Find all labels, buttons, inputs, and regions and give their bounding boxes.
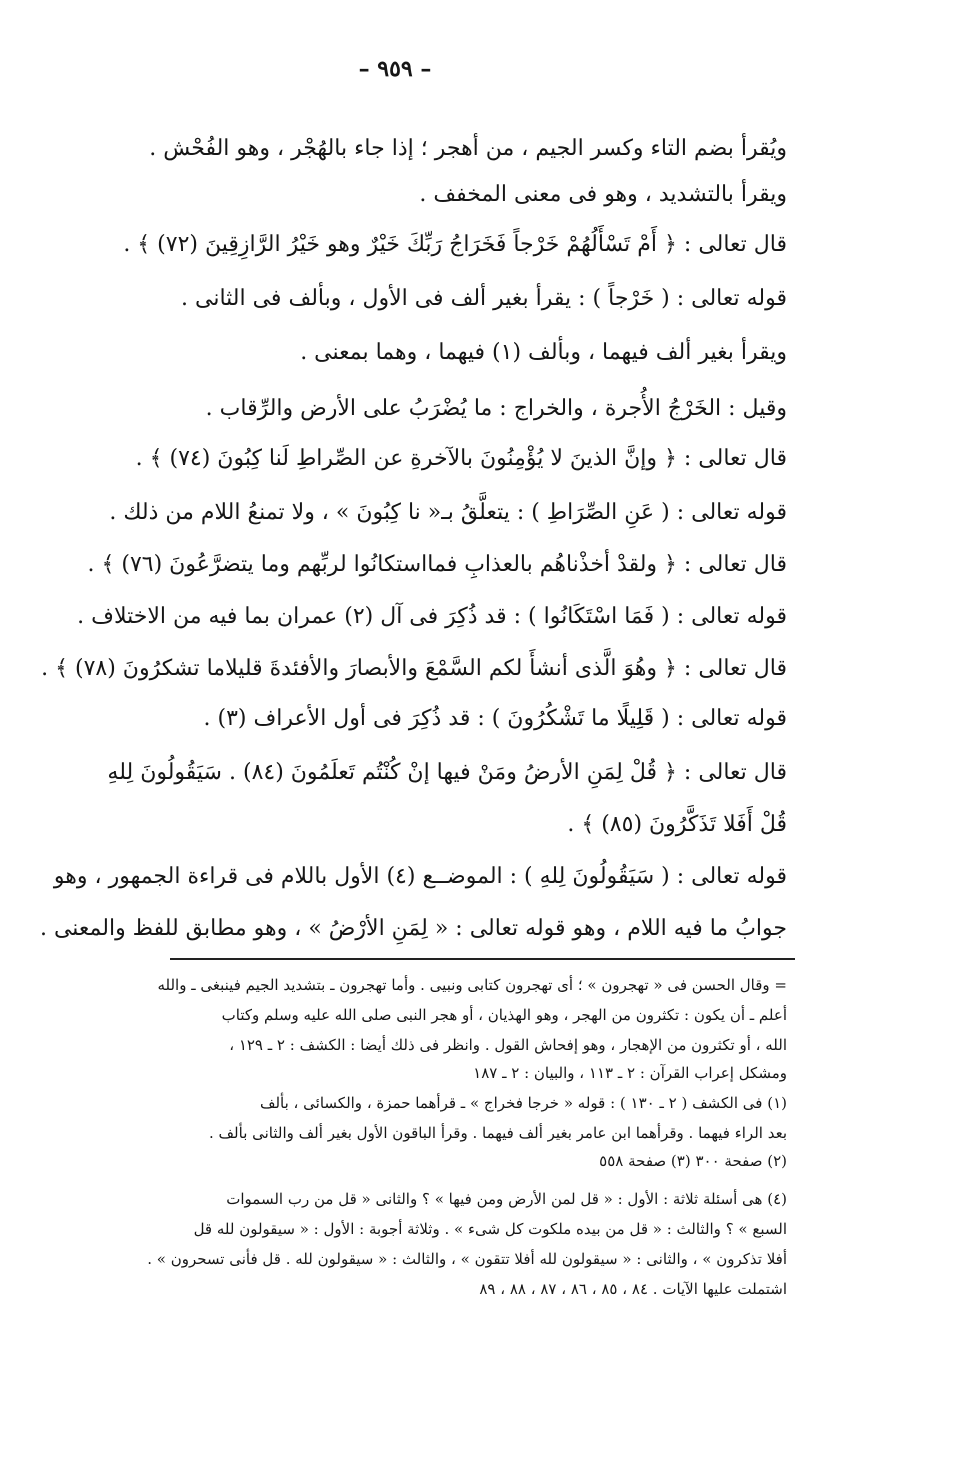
footnote-line: أعلم ـ أن يكون : تكثرون من الهجر ، وهو الهذيان ، أو هجر النبى صلى الله عليه وسلم وكتاب bbox=[221, 1006, 787, 1024]
text-line: ويقرأ بالتشديد ، وهو فى معنى المخفف . bbox=[419, 182, 787, 207]
text-line: ويُقرأ بضم التاء وكسر الجيم ، من أهجر ؛ إذا جاء بالهُجْر ، وهو الفُحْش . bbox=[149, 136, 787, 161]
footnote-line: بعد الراء فيهما . وقرأهما ابن عامر بغير ألف فيهما . وقرأ الباقون الأول بغير ألف والثانى بألف . bbox=[208, 1124, 787, 1142]
verse-line: قال تعالى : ﴿ ولقدْ أخذْناهُم بالعذابِ فمااستكانُوا لربِّهم وما يتضرَّعُونَ (٧٦) ﴾ . bbox=[87, 552, 787, 577]
footnote-line: اشتملت عليها الآيات . ٨٤ ، ٨٥ ، ٨٦ ، ٨٧ ، ٨٨ ، ٨٩ bbox=[479, 1280, 787, 1298]
footnote-line: الله ، أو تكثرون من الإهجار ، وهو إفحاش القول . وانظر فى ذلك أيضا : الكشف : ٢ ـ ١٢٩ ، bbox=[229, 1036, 787, 1054]
footnote-line: (٤) هى أسئلة ثلاثة : الأول : « قل لمن الأرض ومن فيها » ؟ والثانى « قل من رب السموات bbox=[226, 1190, 787, 1208]
footnote-line: = وقال الحسن فى « تهجرون » ؛ أى تهجرون كتابى ونبيى . وأما تهجرون ـ بتشديد الجيم فينبغى ـ والله bbox=[157, 976, 787, 994]
page-number: – ٩٥٩ – bbox=[358, 56, 432, 82]
text-line: قوله تعالى : ( قَلِيلًا ما تَشْكُرُونَ ) : قد ذُكِرَ فى أول الأعراف (٣) . bbox=[203, 706, 787, 731]
text-line: قوله تعالى : ( عَنِ الصِّرَاطِ ) : يتعلَّقُ بـ« نا كِبُونَ » ، ولا تمنعُ اللام من ذلك . bbox=[109, 500, 787, 525]
text-line: قوله تعالى : ( فَمَا اسْتَكَانُوا ) : قد ذُكِرَ فى آل (٢) عمران بما فيه من الاختلاف . bbox=[77, 604, 787, 629]
text-line: قوله تعالى : ( سَيَقُولُونَ لِلهِ ) : الموضــع (٤) الأول باللام فى قراءة الجمهور ، وهو bbox=[53, 864, 787, 889]
text-line: جوابُ ما فيه اللام ، وهو قوله تعالى : « لِمَنِ الأرْضُ » ، وهو مطابق للفظ والمعنى . bbox=[39, 916, 787, 941]
footnote-line: ومشكل إعراب القرآن : ٢ ـ ١١٣ ، والبيان : ٢ ـ ١٨٧ bbox=[473, 1064, 787, 1082]
verse-line: قال تعالى : ﴿ قُلْ لِمَنِ الأرضُ ومَنْ فيها إنْ كُنْتُم تَعلَمُونَ (٨٤) . سَيَقُولُونَ لِلهِ bbox=[107, 760, 787, 785]
verse-line: قُلْ أَفَلا تَذَكَّرُونَ (٨٥) ﴾ . bbox=[567, 812, 787, 837]
verse-line: قال تعالى : ﴿ أَمْ تَسْأَلُهُمْ خَرْجاً فَخَرَاجُ رَبِّكَ خَيْرٌ وهو خَيْرُ الرَّازِقِينَ (٧٢) ﴾ . bbox=[123, 232, 787, 257]
text-line: وقيل : الخَرْجُ الأُجرة ، والخراج : ما يُضْرَبُ على الأرض والرِّقاب . bbox=[205, 396, 787, 421]
footnote-line: السبع » ؟ والثالث : « قل من بيده ملكوت كل شىء » . وثلاثة أجوبة : الأول : « سيقولون لله قل bbox=[193, 1220, 787, 1238]
footnote-line: (٢) صفحة ٣٠٠ (٣) صفحة ٥٥٨ bbox=[599, 1152, 787, 1170]
footnote-line: أفلا تذكرون » ، والثانى : « سيقولون لله أفلا تتقون » ، والثالث : « سيقولون لله . قل فأنى تسحرون » . bbox=[147, 1250, 787, 1268]
footnote-divider bbox=[170, 958, 795, 960]
text-line: ويقرأ بغير ألف فيهما ، وبألف (١) فيهما ، وهما بمعنى . bbox=[300, 340, 787, 365]
text-line: قوله تعالى : ( خَرْجاً ) : يقرأ بغير ألف فى الأول ، وبألف فى الثانى . bbox=[181, 286, 787, 311]
verse-line: قال تعالى : ﴿ وهُوَ الَّذى أنشأَ لكم السَّمْعَ والأبصارَ والأفئدةَ قليلاما تشكرُونَ (٧٨) ﴾ . bbox=[41, 656, 787, 681]
footnote-line: (١) فى الكشف ( ٢ ـ ١٣٠ ) : قوله « خرجا فخراج » ـ قرأهما حمزة ، والكسائى ، بألف bbox=[259, 1094, 787, 1112]
verse-line: قال تعالى : ﴿ وإنَّ الذينَ لا يُؤْمِنُونَ بالآخرةِ عن الصِّراطِ لَنا كِبُونَ (٧٤) ﴾ . bbox=[135, 446, 787, 471]
